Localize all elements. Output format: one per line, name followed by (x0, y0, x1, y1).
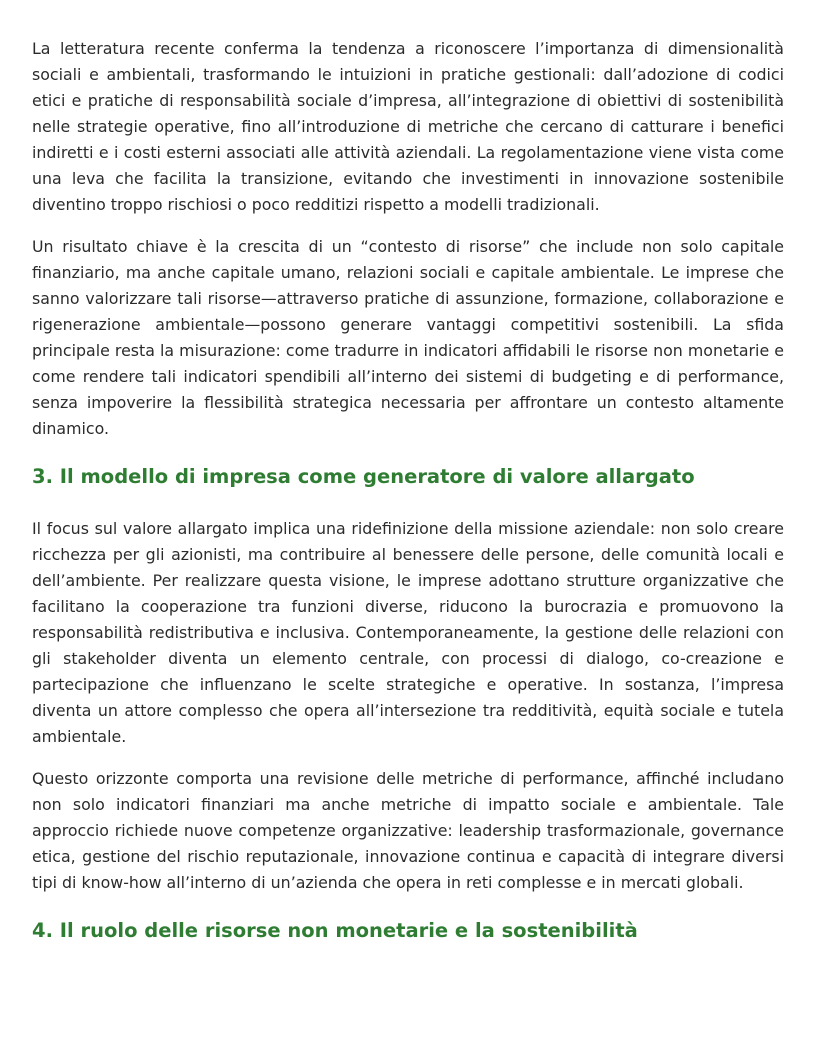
paragraph-intro-2: Un risultato chiave è la crescita di un “contesto di risorse” che include non solo capitale finanziario, ma anche capitale umano, relazioni sociali e capitale ambientale. Le imprese che sanno valorizzare tali risorse—attraverso pratiche di assunzione, formazione, collaborazione e rigenerazione ambientale—possono generare vantaggi competitivi sostenibili. La sfida principale resta la misurazione: come tradurre in indicatori affidabili le risorse non monetarie e come rendere tali indicatori spendibili all’interno dei sistemi di budgeting e di performance, senza impoverire la flessibilità strategica necessaria per affrontare un contesto altamente dinamico. (32, 237, 784, 438)
section-3-heading: 3. Il modello di impresa come generatore di valore allargato (32, 465, 695, 488)
section-3-paragraph-2: Questo orizzonte comporta una revisione delle metriche di performance, affinché includano non solo indicatori finanziari ma anche metriche di impatto sociale e ambientale. Tale approccio richiede nuove competenze organizzative: leadership trasformazionale, governance etica, gestione del rischio reputazionale, innovazione continua e capacità di integrare diversi tipi di know-how all’interno di un’azienda che opera in reti complesse e in mercati globali. (32, 769, 784, 892)
section-4-heading: 4. Il ruolo delle risorse non monetarie e la sostenibilità (32, 919, 638, 942)
paragraph-intro-1: La letteratura recente conferma la tendenza a riconoscere l’importanza di dimensionalità sociali e ambientali, trasformando le intuizioni in pratiche gestionali: dall’adozione di codici etici e pratiche di responsabilità sociale d’impresa, all’integrazione di obiettivi di sostenibilità nelle strategie operative, fino all’introduzione di metriche che cercano di catturare i benefici indiretti e i costi esterni associati alle attività aziendali. La regolamentazione viene vista come una leva che facilita la transizione, evitando che investimenti in innovazione sostenibile diventino troppo rischiosi o poco redditizi rispetto a modelli tradizionali. (32, 39, 784, 214)
document-page (32, 36, 784, 970)
section-3-paragraph-1: Il focus sul valore allargato implica una ridefinizione della missione aziendale: non solo creare ricchezza per gli azionisti, ma contribuire al benessere delle persone, delle comunità locali e dell’ambiente. Per realizzare questa visione, le imprese adottano strutture organizzative che facilitano la cooperazione tra funzioni diverse, riducono la burocrazia e promuovono la responsabilità redistributiva e inclusiva. Contemporaneamente, la gestione delle relazioni con gli stakeholder diventa un elemento centrale, con processi di dialogo, co-creazione e partecipazione che influenzano le scelte strategiche e operative. In sostanza, l’impresa diventa un attore complesso che opera all’intersezione tra redditività, equità sociale e tutela ambientale. (32, 519, 784, 746)
